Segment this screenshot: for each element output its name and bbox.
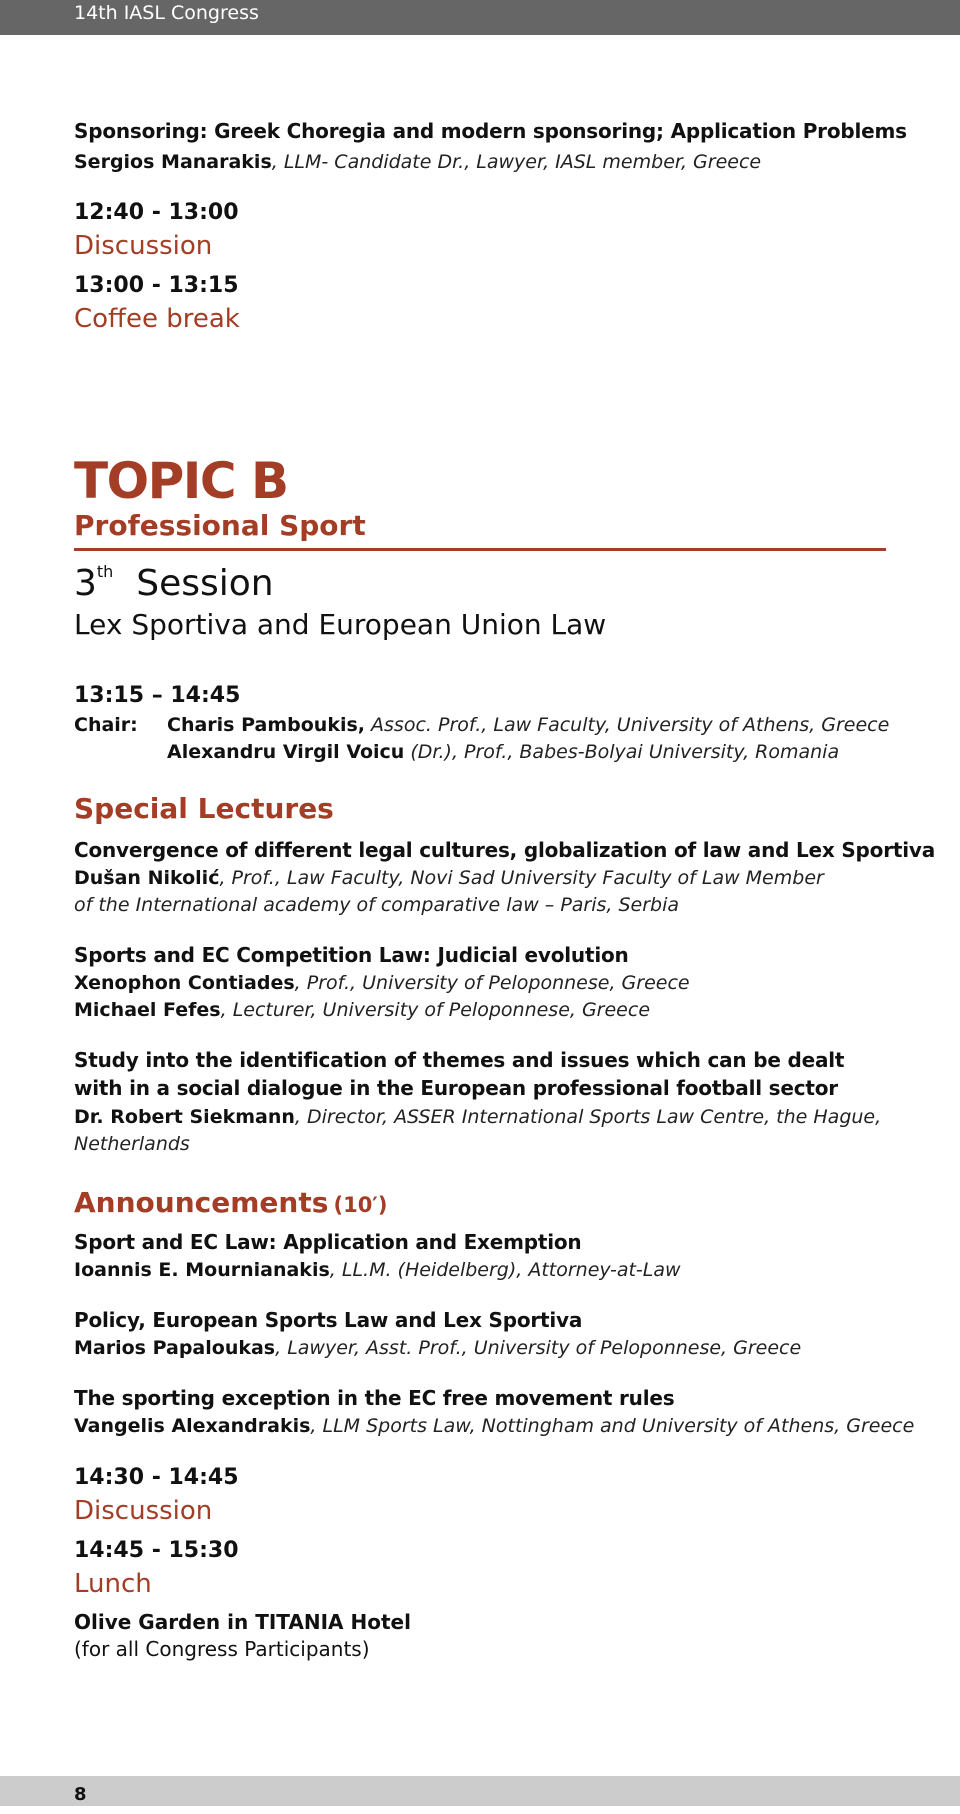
- speaker-affiliation: , Prof., Law Faculty, Novi Sad University Faculty of Law Member: [219, 867, 824, 889]
- announcement-3-speaker: [74, 1415, 914, 1437]
- session-word: Session: [136, 563, 274, 604]
- speaker-affiliation: , LLM Sports Law, Nottingham and University of Athens, Greece: [310, 1415, 915, 1437]
- announcements-title: Announcements: [74, 1186, 329, 1219]
- chair-1: [167, 714, 889, 736]
- lecture-3-title-cont: with in a social dialogue in the European professional football sector: [74, 1076, 838, 1100]
- speaker-name: Sergios Manarakis: [74, 151, 272, 173]
- congress-title: 14th IASL Congress: [74, 2, 259, 24]
- session-time: 13:15 – 14:45: [74, 683, 241, 708]
- session-title: Lex Sportiva and European Union Law: [74, 608, 607, 641]
- event-label: Discussion: [74, 231, 213, 261]
- lecture-1-speaker-cont: [74, 894, 679, 916]
- speaker-name: Ioannis E. Mournianakis: [74, 1259, 330, 1281]
- event-label: Lunch: [74, 1569, 152, 1599]
- intro-talk-title: Sponsoring: Greek Choregia and modern sponsoring; Application Problems: [74, 119, 907, 143]
- lecture-2-speaker-1: [74, 972, 690, 994]
- chair-name: Charis Pamboukis,: [167, 714, 365, 736]
- speaker-name: Dr. Robert Siekmann: [74, 1106, 295, 1128]
- special-lectures-heading: Special Lectures: [74, 792, 334, 825]
- lecture-3-speaker-cont: [74, 1133, 190, 1155]
- lecture-2-speaker-2: [74, 999, 650, 1021]
- announcement-3-title: The sporting exception in the EC free movement rules: [74, 1386, 675, 1410]
- lunch-venue: [74, 1610, 411, 1634]
- venue-hotel: TITANIA Hotel: [255, 1610, 411, 1634]
- venue-prefix: Olive Garden in: [74, 1610, 256, 1634]
- time-slot: 12:40 - 13:00: [74, 200, 239, 225]
- lecture-1-title: Convergence of different legal cultures, globalization of law and Lex Sportiva: [74, 838, 936, 862]
- speaker-name: Marios Papaloukas: [74, 1337, 276, 1359]
- speaker-name: Xenophon Contiades: [74, 972, 295, 994]
- speaker-affiliation: , Director, ASSER International Sports Law Centre, the Hague,: [294, 1106, 882, 1128]
- time-slot: 13:00 - 13:15: [74, 273, 239, 298]
- chair-affiliation: (Dr.), Prof., Babes-Bolyai University, Romania: [404, 741, 840, 763]
- speaker-affiliation: , LLM- Candidate Dr., Lawyer, IASL member, Greece: [271, 151, 762, 173]
- event-label: Discussion: [74, 1496, 213, 1526]
- speaker-name: Vangelis Alexandrakis: [74, 1415, 311, 1437]
- chair-affiliation: Assoc. Prof., Law Faculty, University of Athens, Greece: [365, 714, 890, 736]
- time-slot: 14:30 - 14:45: [74, 1465, 239, 1490]
- announcements-heading: [74, 1186, 387, 1219]
- speaker-affiliation: Netherlands: [74, 1133, 190, 1155]
- time-slot: 14:45 - 15:30: [74, 1538, 239, 1563]
- page-number: 8: [74, 1784, 87, 1805]
- chair-label: Chair:: [74, 714, 138, 736]
- speaker-affiliation: , Lecturer, University of Peloponnese, Greece: [220, 999, 651, 1021]
- speaker-name: Dušan Nikolić: [74, 867, 220, 889]
- intro-talk-speaker: [74, 151, 761, 173]
- topic-title: TOPIC B: [74, 452, 288, 510]
- session-ordinal: th: [96, 562, 114, 581]
- speaker-name: Michael Fefes: [74, 999, 221, 1021]
- speaker-affiliation: , LL.M. (Heidelberg), Attorney-at-Law: [329, 1259, 681, 1281]
- topic-subtitle: Professional Sport: [74, 509, 366, 542]
- lecture-1-speaker: [74, 867, 824, 889]
- speaker-affiliation: of the International academy of comparative law – Paris, Serbia: [74, 894, 680, 916]
- event-label: Coffee break: [74, 304, 240, 334]
- venue-note: (for all Congress Participants): [74, 1637, 370, 1661]
- announcement-1-speaker: [74, 1259, 681, 1281]
- chair-2: [167, 741, 839, 763]
- announcement-2-title: Policy, European Sports Law and Lex Sportiva: [74, 1308, 583, 1332]
- chair-name: Alexandru Virgil Voicu: [167, 741, 405, 763]
- speaker-affiliation: , Prof., University of Peloponnese, Greece: [294, 972, 690, 994]
- announcement-1-title: Sport and EC Law: Application and Exemption: [74, 1230, 582, 1254]
- session-heading: [74, 562, 274, 604]
- page-header: [0, 0, 960, 35]
- lecture-3-speaker: [74, 1106, 881, 1128]
- session-number: 3: [74, 563, 97, 604]
- page-footer: [0, 1776, 960, 1806]
- announcements-duration: (10′): [333, 1193, 388, 1217]
- topic-divider: [74, 548, 886, 551]
- announcement-2-speaker: [74, 1337, 801, 1359]
- speaker-affiliation: , Lawyer, Asst. Prof., University of Peloponnese, Greece: [275, 1337, 802, 1359]
- lecture-2-title: Sports and EC Competition Law: Judicial evolution: [74, 943, 629, 967]
- lecture-3-title: Study into the identification of themes and issues which can be dealt: [74, 1048, 845, 1072]
